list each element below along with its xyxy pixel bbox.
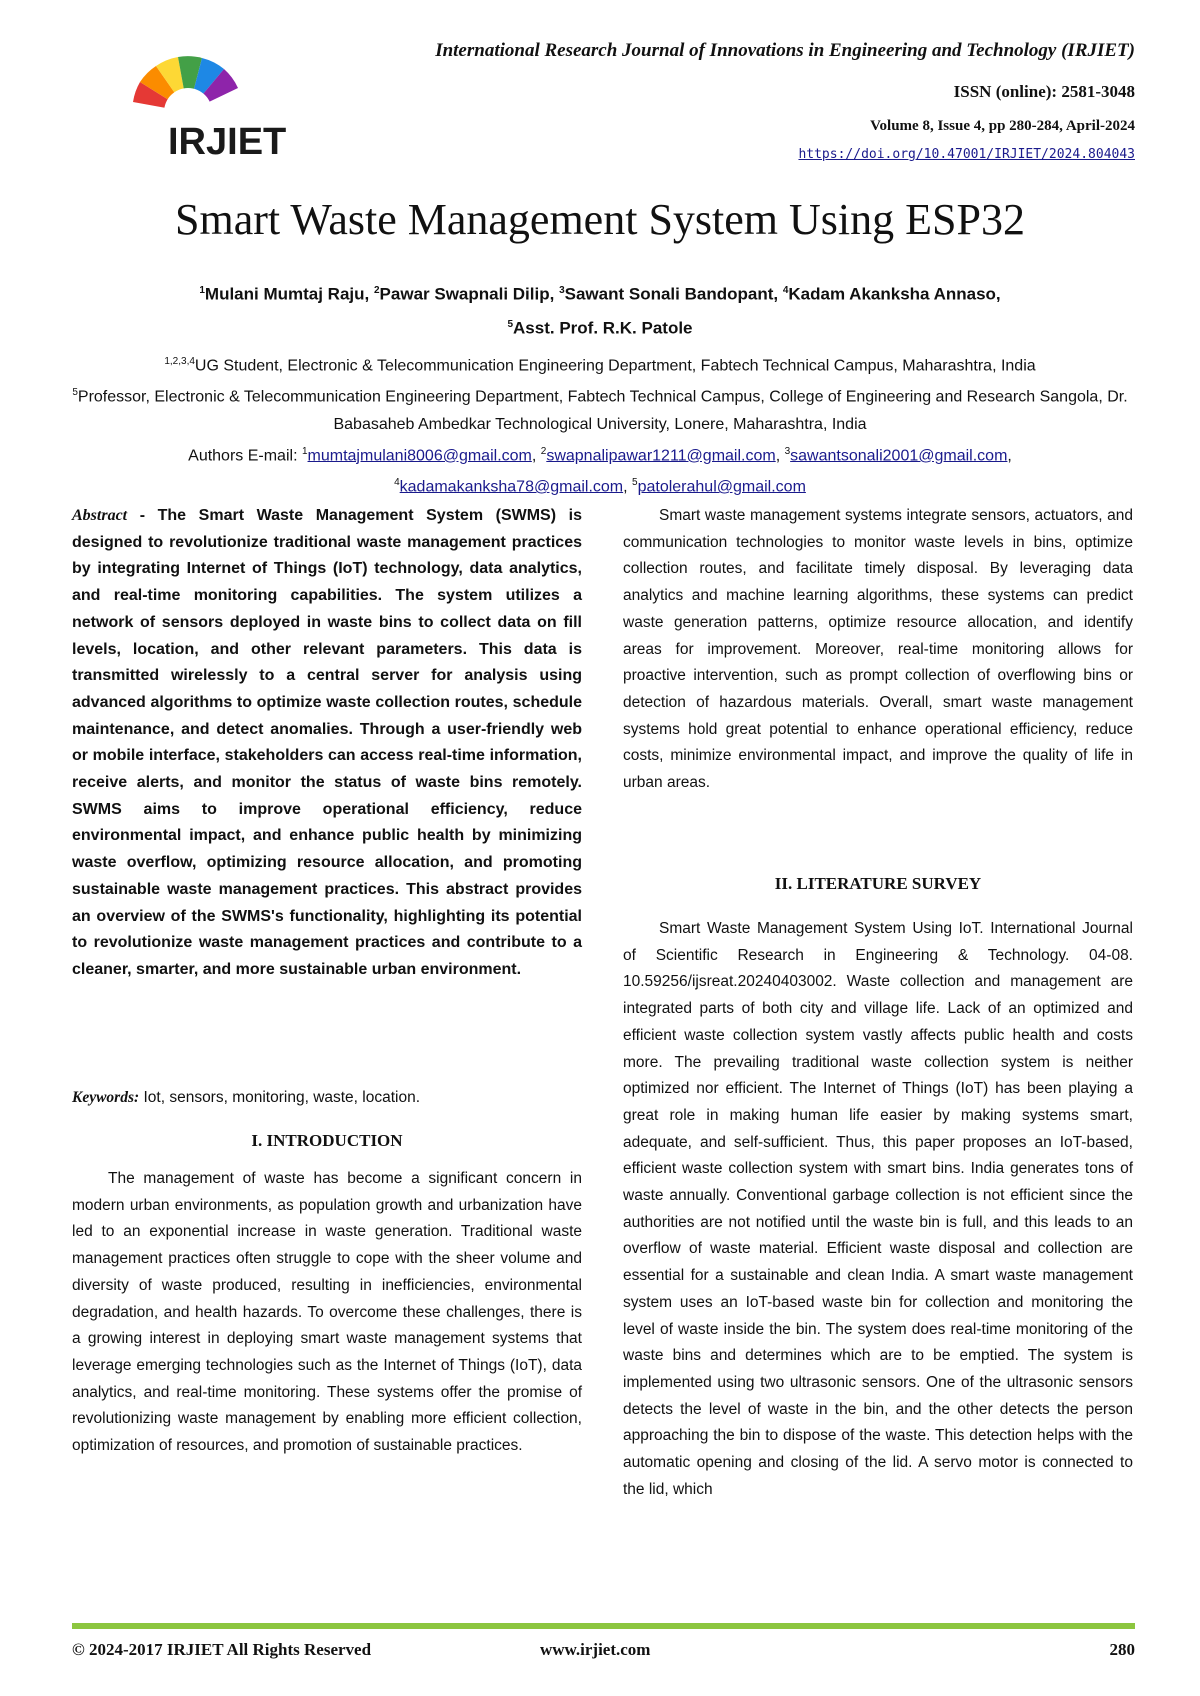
email-link-3[interactable]: sawantsonali2001@gmail.com: [790, 446, 1008, 464]
abstract-paragraph: [72, 503, 582, 984]
intro-heading: I. INTRODUCTION: [251, 1131, 403, 1150]
page-number: 280: [1109, 1640, 1135, 1659]
email-link-2[interactable]: swapnalipawar1211@gmail.com: [546, 446, 776, 464]
abstract-text: - The Smart Waste Management System (SWMS) is designed to revolutionize traditional waste management practices by integrating Internet of Things (IoT) technology, data analytics, and real-time monitoring capabilities. The system utilizes a network of sensors deployed in waste bins to collect data on fill levels, location, and other relevant parameters. This data is transmitted wirelessly to a central server for analysis using advanced algorithms to optimize waste collection routes, schedule maintenance, and detect anomalies. Through a user-friendly web or mobile interface, stakeholders can access real-time information, receive alerts, and monitor the status of waste bins remotely. SWMS aims to improve operational efficiency, reduce environmental impact, and enhance public health by minimizing waste overflow, optimizing resource allocation, and promoting sustainable waste management practices. This abstract provides an overview of the SWMS's functionality, highlighting its potential to revolutionize waste management practices and contribute to a cleaner, smarter, and more sustainable urban environment.: [72, 507, 582, 978]
footer-rule: [72, 1623, 1135, 1629]
keywords-text: Iot, sensors, monitoring, waste, location.: [139, 1089, 421, 1106]
email-link-1[interactable]: mumtajmulani8006@gmail.com: [307, 446, 532, 464]
author-5: Asst. Prof. R.K. Patole: [513, 318, 693, 338]
email-link-5[interactable]: patolerahul@gmail.com: [637, 478, 806, 496]
keywords-label: Keywords:: [72, 1089, 140, 1106]
author-4: Kadam Akanksha Annaso,: [788, 284, 1001, 304]
footer-website[interactable]: www.irjiet.com: [540, 1640, 651, 1659]
literature-paragraph: Smart Waste Management System Using IoT. International Journal of Scientific Research in Engineering & Technology. 04-08. 10.59256/ijsreat.20240403002. Waste collection and management are integrated parts of both city and village life. Lack of an optimized and efficient waste collection system vastly affects public health and costs more. The prevailing traditional waste collection system is neither optimized nor efficient. The Internet of Things (IoT) has been playing a great role in making human life easier by making systems smart, adequate, and self-sufficient. Thus, this paper proposes an IoT-based, efficient waste collection system with smart bins. India generates tons of waste annually. Conventional garbage collection is not efficient since the authorities are not notified until the waste bin is full, and this leads to an overflow of waste material. Efficient waste disposal and collection are essential for a sustainable and clean India. A smart waste management system uses an IoT-based waste bin for collection and monitoring the level of waste inside the bin. The system does real-time monitoring of the waste bins and determines which are to be emptied. The system is implemented using two ultrasonic sensors. One of the ultrasonic sensors detects the level of waste in the bin, and the other detects the person approaching the bin to dispose of the waste. This detection helps with the automatic opening and closing of the lid. A servo motor is connected to the lid, which: [623, 920, 1133, 1498]
journal-name: International Research Journal of Innovations in Engineering and Technology (IRJIET): [435, 40, 1135, 61]
issn: ISSN (online): 2581-3048: [953, 82, 1135, 101]
author-3: Sawant Sonali Bandopant,: [564, 284, 779, 304]
logo-text: IRJIET: [168, 121, 287, 163]
intro-continuation-paragraph: Smart waste management systems integrate sensors, actuators, and communication technologies to monitor waste levels in bins, optimize collection routes, and facilitate timely disposal. By leveraging data analytics and machine learning algorithms, these systems can predict waste generation patterns, optimize resource allocation, and identify areas for improvement. Moreover, real-time monitoring allows for proactive intervention, such as prompt collection of overflowing bins or detection of hazardous materials. Overall, smart waste management systems hold great potential to enhance operational efficiency, reduce costs, minimize environmental impact, and improve the quality of life in urban areas.: [623, 507, 1133, 792]
email-link-4[interactable]: kadamakanksha78@gmail.com: [399, 478, 624, 496]
journal-logo: [118, 52, 318, 172]
author-2: Pawar Swapnali Dilip,: [379, 284, 555, 304]
paper-title: Smart Waste Management System Using ESP32: [175, 195, 1025, 244]
affiliation-1: UG Student, Electronic & Telecommunication Engineering Department, Fabtech Technical Campus, Maharashtra, India: [194, 357, 1036, 375]
affiliations: $^{1,2,3,4}$UG Student, Electronic & Telecommunication Engineering Department, Fabtech Technical Campus, Maharashtra, India $^5$Professor, Electronic & Telecommunication Engineering Department, Fabtech Technical Campus, College of Engineering and Research Sangola, Dr. Babasaheb Ambedkar Technological University, Lonere, Maharashtra, India Authors E-mail: $^1$mumtajmulani8006@gmail.com, $^2$swapnalipawar1211@gmail.com, $^3$sawantsonali2001@gmail.com, $^4$kadamakanksha78@gmail.com, $^5$patolerahul@gmail.com: [72, 356, 1128, 496]
doi-link[interactable]: https://doi.org/10.47001/IRJIET/2024.804043: [798, 147, 1135, 162]
abstract-label: Abstract: [72, 507, 128, 524]
keywords-paragraph: [72, 1085, 582, 1112]
logo-graphic: [118, 52, 318, 172]
affiliation-2: Professor, Electronic & Telecommunication Engineering Department, Fabtech Technical Campus, College of Engineering and Research Sangola, Dr. Babasaheb Ambedkar Technological University, Lonere, Maharashtra, India: [77, 388, 1128, 433]
footer-copyright: © 2024-2017 IRJIET All Rights Reserved: [72, 1640, 372, 1659]
volume-info: Volume 8, Issue 4, pp 280-284, April-2024: [870, 118, 1135, 134]
email-label: Authors E-mail:: [188, 446, 298, 464]
author-1: Mulani Mumtaj Raju,: [204, 284, 370, 304]
author-list: $^1$Mulani Mumtaj Raju, $^2$Pawar Swapnali Dilip, $^3$Sawant Sonali Bandopant, $^4$Kadam Akanksha Annaso, $^5$Asst. Prof. R.K. Patole: [199, 284, 1001, 338]
literature-heading: II. LITERATURE SURVEY: [774, 874, 982, 893]
intro-paragraph: The management of waste has become a significant concern in modern urban environments, as population growth and urbanization have led to an exponential increase in waste generation. Traditional waste management practices often struggle to cope with the sheer volume and diversity of waste produced, resulting in inefficiencies, environmental degradation, and health hazards. To overcome these challenges, there is a growing interest in deploying smart waste management systems that leverage emerging technologies such as the Internet of Things (IoT), data analytics, and real-time monitoring. These systems offer the promise of revolutionizing waste management by enabling more efficient collection, optimization of resources, and promotion of sustainable practices.: [72, 1170, 582, 1455]
